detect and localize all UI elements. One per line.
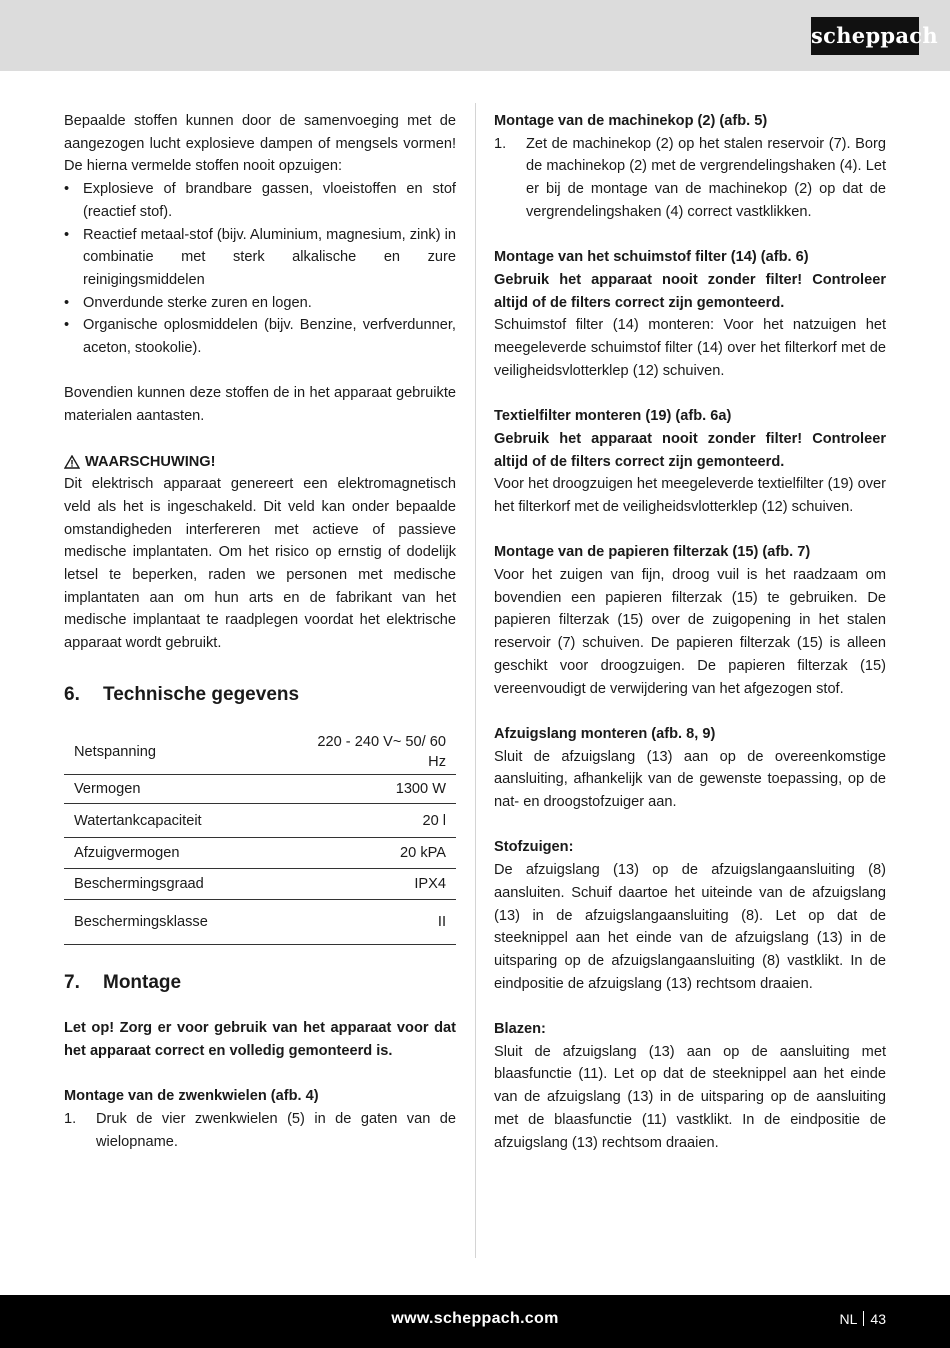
paragraph: Sluit de afzuigslang (13) aan op de overeenkomstige aansluiting, afhankelijk van de gewenste toepassing, op de nat- en droogstofzuiger aan. <box>494 748 886 811</box>
spec-value: 220 - 240 V~ 50/ 60 Hz <box>286 730 456 775</box>
warning-text: Dit elektrisch apparaat genereert een elektromagnetisch veld als het is ingeschakeld. Dit veld kan onder bepaalde omstandigheden interfereren met actieve of passieve medische implantaten. Om het risico op ernstig of dodelijk letsel te beperken, raden we personen met medische implantaten aan om hun arts en de fabrikant van het medische implantaat te raadplegen voordat het elektrische apparaat wordt gebruikt. <box>64 476 456 652</box>
intro-paragraph: Bepaalde stoffen kunnen door de samenvoeging met de aangezogen lucht explosieve dampen of mengsels vormen! De hierna vermelde stoffen nooit opzuigen: <box>64 113 456 175</box>
footer-bar <box>0 1295 950 1348</box>
specs-table <box>64 730 456 946</box>
spec-value: 20 kPA <box>286 838 456 869</box>
section-title: Technische gegevens <box>103 683 300 705</box>
spec-label: Beschermingsklasse <box>64 900 286 945</box>
subheading: Textielfilter monteren (19) (afb. 6a) <box>494 408 732 425</box>
table-row <box>64 838 456 869</box>
subheading: Montage van de papieren filterzak (15) (afb. 7) <box>494 544 811 561</box>
spec-label: Beschermingsgraad <box>64 869 286 900</box>
spec-value: 1300 W <box>286 775 456 804</box>
right-column <box>494 110 886 1154</box>
list-item: • Onverdunde sterke zuren en logen. <box>64 292 456 315</box>
section-title: Montage <box>103 972 182 994</box>
section-number: 7. <box>64 972 80 994</box>
paragraph: Schuimstof filter (14) monteren: Voor het natzuigen het meegeleverde schuimstof filter (14) over het filterkorf met de veiligheidsvlotterklep (12) schuiven. <box>494 317 886 379</box>
list-item: 1. Zet de machinekop (2) op het stalen reservoir (7). Borg de machinekop (2) met de vergrendelingshaken (4). Let er bij de montage van de machinekop (2) op dat de vergrendelingshaken (4) correct vastklikken. <box>494 135 886 220</box>
filter-warning: Gebruik het apparaat nooit zonder filter! Controleer altijd of de filters correct zijn gemonteerd. <box>494 271 886 311</box>
spec-label: Vermogen <box>64 775 286 804</box>
paragraph: Voor het droogzuigen het meegeleverde textielfilter (19) over het filterkorf met de veiligheidsvlotterklep (12) schuiven. <box>494 476 886 515</box>
left-column <box>64 110 456 1154</box>
language-code: NL <box>839 1311 858 1327</box>
column-divider <box>475 103 476 1258</box>
brand-logo: scheppach <box>811 17 919 55</box>
list-item: • Reactief metaal-stof (bijv. Aluminium, magnesium, zink) in combinatie met sterk alkalische en zure reinigingsmiddelen <box>64 224 456 292</box>
header-bar <box>0 0 950 71</box>
table-row <box>64 900 456 945</box>
attention-paragraph: Let op! Zorg er voor gebruik van het apparaat voor dat het apparaat correct en volledig gemonteerd is. <box>64 1020 456 1060</box>
subheading: Montage van de zwenkwielen (afb. 4) <box>64 1088 319 1105</box>
subheading: Montage van de machinekop (2) (afb. 5) <box>494 113 768 129</box>
bovendien-paragraph: Bovendien kunnen deze stoffen de in het apparaat gebruikte materialen aantasten. <box>64 385 456 425</box>
warning-title: WAARSCHUWING! <box>85 453 216 470</box>
forbidden-substances-list <box>64 178 456 360</box>
warning-heading <box>64 451 456 474</box>
table-row <box>64 775 456 804</box>
section-heading-7 <box>64 963 456 1003</box>
website-link[interactable]: www.scheppach.com <box>391 1310 559 1327</box>
paragraph: Sluit de afzuigslang (13) aan op de aansluiting met blaasfunctie (11). Let op dat de steeknippel aan het einde van de afzuigslang (13) in de uitsparing op de aansluiting met de blaasfunctie (11) vastklikt. In de eindpositie de afzuigslang (13) rechtsom draaien. <box>494 1043 886 1151</box>
subheading: Blazen: <box>494 1021 546 1038</box>
spec-label: Afzuigvermogen <box>64 838 286 869</box>
table-row <box>64 730 456 775</box>
list-item: • Organische oplosmiddelen (bijv. Benzine, verfverdunner, aceton, stookolie). <box>64 314 456 359</box>
spec-label: Netspanning <box>64 730 286 775</box>
paragraph: Voor het zuigen van fijn, droog vuil is het raadzaam om bovendien een papieren filterzak (15) te gebruiken. De papieren filterzak (15) over de zuigopening in het stalen reservoir (7) schuiven. De papieren filterzak (15) is alleen geschikt voor droogzuigen. De papieren filterzak (15) vereenvoudigt de verwijdering van het afgezogen stof. <box>494 567 886 697</box>
subheading: Montage van het schuimstof filter (14) (afb. 6) <box>494 249 809 266</box>
list-item: • Explosieve of brandbare gassen, vloeistoffen en stof (reactief stof). <box>64 178 456 223</box>
separator <box>863 1311 864 1326</box>
page-indicator <box>840 1295 886 1343</box>
page-number: 43 <box>870 1311 886 1327</box>
spec-value: 20 l <box>286 804 456 838</box>
spec-value: II <box>286 900 456 945</box>
list-item: 1. Druk de vier zwenkwielen (5) in de gaten van de wielopname. <box>64 1111 456 1150</box>
section-number: 6. <box>64 683 80 705</box>
section-heading-6 <box>64 675 456 715</box>
zwenk-steps <box>64 1108 456 1153</box>
spec-value: IPX4 <box>286 869 456 900</box>
warning-triangle-icon <box>64 455 80 469</box>
table-row <box>64 869 456 900</box>
table-row <box>64 804 456 838</box>
kop-steps <box>494 133 886 224</box>
spec-label: Watertankcapaciteit <box>64 804 286 838</box>
paragraph: De afzuigslang (13) op de afzuigslangaansluiting (8) aansluiten. Schuif daartoe het uiteinde van de afzuigslang (13) in de afzuigslangaansluiting (8). Let op dat de steeknippel aan het einde van de afzuigslang (13) in de uitsparing op de afzuigslangaansluiting (8) vastklikt. In de eindpositie de afzuigslang (13) rechtsom draaien. <box>494 862 886 992</box>
filter-warning: Gebruik het apparaat nooit zonder filter! Controleer altijd of de filters correct zijn gemonteerd. <box>494 430 886 470</box>
subheading: Stofzuigen: <box>494 839 574 856</box>
subheading: Afzuigslang monteren (afb. 8, 9) <box>494 725 716 742</box>
